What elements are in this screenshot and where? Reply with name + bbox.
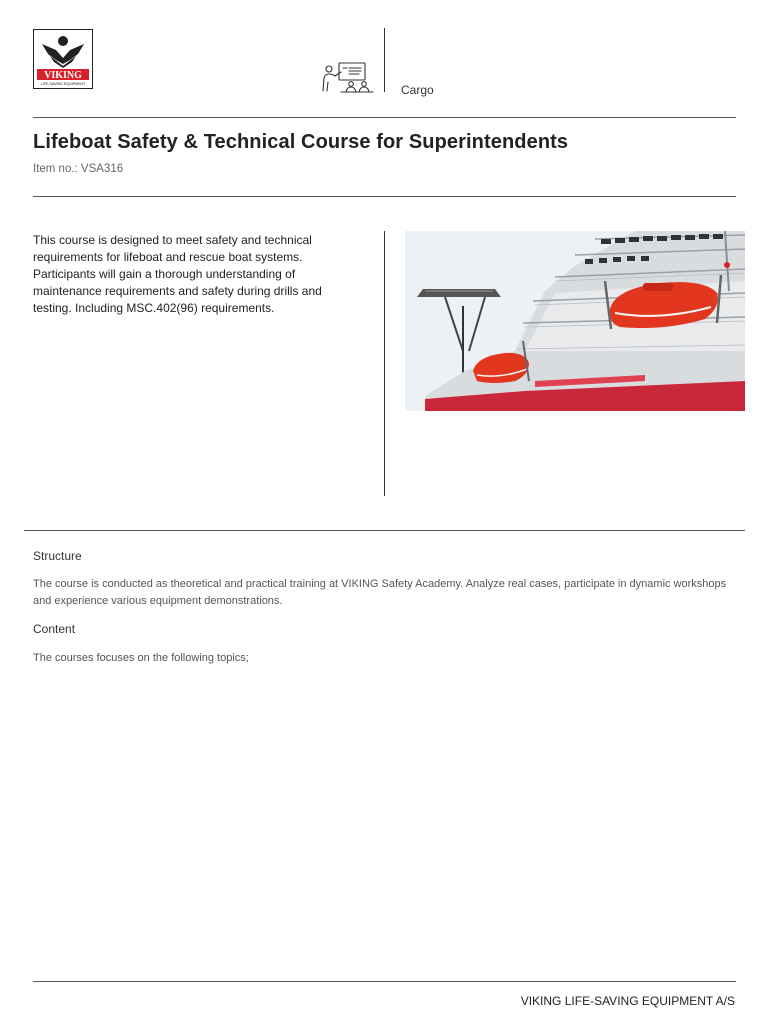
viking-logo	[33, 29, 93, 89]
logo-text: VIKING	[44, 70, 82, 81]
logo-subtext: LIFE-SAVING EQUIPMENT	[40, 82, 86, 86]
content-text: The courses focuses on the following topics;	[33, 652, 249, 664]
item-number: Item no.: VSA316	[33, 163, 124, 175]
divider-top	[33, 117, 736, 118]
course-description: This course is designed to meet safety and technical requirements for lifeboat and rescue boat systems. Participants will gain a thorough understanding of maintenance requirements and safety during drills and testing. Including MSC.402(96) requirements.	[33, 233, 322, 315]
divider-footer	[33, 981, 736, 982]
column-divider	[384, 231, 385, 496]
divider-sections	[24, 530, 745, 531]
divider-title	[33, 196, 736, 197]
category-label: Cargo	[401, 83, 434, 97]
structure-text: The course is conducted as theoretical and practical training at VIKING Safety Academy. Analyze real cases, participate in dynamic workshops and experience various equipment demonstrations.	[33, 578, 727, 607]
classroom-presentation-icon	[319, 60, 375, 94]
footer-company: VIKING LIFE-SAVING EQUIPMENT A/S	[520, 994, 735, 1008]
header-divider	[384, 28, 385, 92]
structure-heading: Structure	[33, 549, 82, 563]
page-title: Lifeboat Safety & Technical Course for Superintendents	[33, 131, 569, 153]
ship-lifeboat-photo	[405, 231, 745, 411]
content-heading: Content	[33, 622, 76, 636]
